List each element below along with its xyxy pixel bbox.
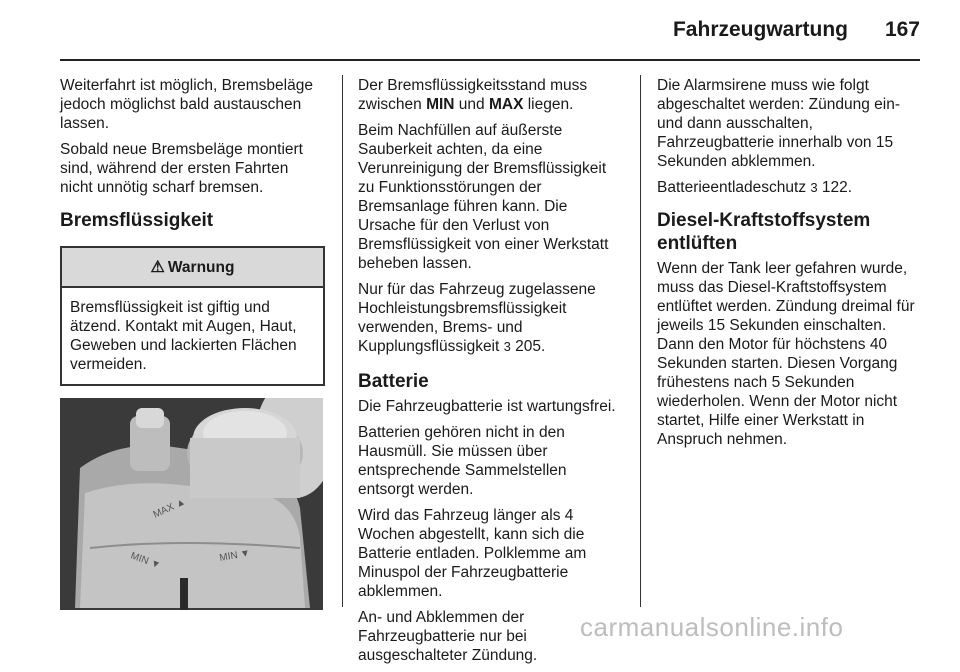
page-header <box>0 0 960 60</box>
text: Batterieentladeschutz <box>657 179 811 196</box>
section-heading-batterie: Batterie <box>358 371 429 392</box>
section-heading-bremsfluessigkeit: Bremsflüssigkeit <box>60 210 214 231</box>
paragraph <box>358 76 624 114</box>
warning-triangle-icon: ⚠ <box>150 258 165 276</box>
reservoir-illustration <box>60 398 323 610</box>
paragraph: Weiterfahrt ist möglich, Bremsbeläge jedoch möglichst bald austauschen lassen. <box>60 77 313 132</box>
page-ref-arrow-icon: 3 <box>503 339 511 354</box>
header-rule <box>60 59 920 61</box>
section-heading-diesel: Diesel-Kraftstoffsystem entlüften <box>657 210 871 254</box>
column-3 <box>657 76 923 456</box>
page-number: 167 <box>884 18 920 41</box>
column-1 <box>60 76 325 610</box>
paragraph: An- und Abklemmen der Fahrzeugbatterie nur bei ausgeschalteter Zündung. <box>358 609 538 664</box>
page-reference[interactable]: 205. <box>510 338 546 355</box>
text: und <box>454 96 489 113</box>
page-ref-arrow-icon: 3 <box>810 180 818 195</box>
min-label: MIN <box>426 96 455 113</box>
max-mark-label: MAX ▲ <box>151 496 188 521</box>
warning-text: Bremsflüssigkeit ist giftig und ätzend. Kontakt mit Augen, Haut, Geweben und lackierten Flächen vermeiden. <box>70 299 297 373</box>
text: liegen. <box>523 96 574 113</box>
column-divider-2 <box>640 75 641 607</box>
page-reference[interactable]: 122. <box>817 179 853 196</box>
warning-title: Warnung <box>167 258 235 276</box>
text: Der Bremsflüssigkeitsstand muss zwischen <box>358 77 588 113</box>
max-label: MAX <box>488 96 524 113</box>
min-mark-label: MIN ▼ <box>128 550 162 572</box>
paragraph <box>358 280 624 356</box>
paragraph: Wird das Fahrzeug länger als 4 Wochen abgestellt, kann sich die Batterie entladen. Polklemme am Minuspol der Fahrzeugbatterie abklemmen. <box>358 507 587 600</box>
paragraph: Die Fahrzeugbatterie ist wartungsfrei. <box>358 398 616 415</box>
min-mark-label: MIN ▼ <box>218 547 252 564</box>
paragraph: Beim Nachfüllen auf äußerste Sauberkeit achten, da eine Verunreinigung der Bremsflüssigkeit zu Funktionsstörungen der Bremsanlage führen kann. Die Ursache für den Verlust von Bremsflüssigkeit von einer Werkstatt beheben lassen. <box>358 122 609 272</box>
paragraph: Batterien gehören nicht in den Hausmüll. Sie müssen über entsprechende Sammelstellen entsorgt werden. <box>358 424 567 498</box>
page-title: Fahrzeugwartung <box>672 18 848 41</box>
column-2 <box>358 76 624 672</box>
paragraph: Die Alarmsirene muss wie folgt abgeschaltet werden: Zündung ein- und dann ausschalten, Fahrzeugbatterie innerhalb von 15 Sekunden abklemmen. <box>657 77 900 170</box>
warning-box <box>60 246 325 386</box>
paragraph: Sobald neue Bremsbeläge montiert sind, während der ersten Fahrten nicht unnötig scharf bremsen. <box>60 141 303 196</box>
column-divider-1 <box>342 75 343 607</box>
text: Nur für das Fahrzeug zugelassene Hochleistungsbremsflüssigkeit verwenden, Brems- und Kupplungsflüssigkeit <box>358 281 596 355</box>
paragraph <box>657 178 923 197</box>
warning-header <box>62 248 323 288</box>
paragraph: Wenn der Tank leer gefahren wurde, muss das Diesel-Kraftstoffsystem entlüftet werden. Zündung dreimal für jeweils 15 Sekunden einschalten. Dann den Motor für höchstens 40 Sekunden starten. Diesen Vorgang frühestens nach 5 Sekunden wiederholen. Wenn der Motor nicht startet, Hilfe einer Werkstatt in Anspruch nehmen. <box>657 260 915 448</box>
brake-fluid-reservoir-photo <box>60 398 323 610</box>
watermark: carmanualsonline.info <box>580 612 844 642</box>
